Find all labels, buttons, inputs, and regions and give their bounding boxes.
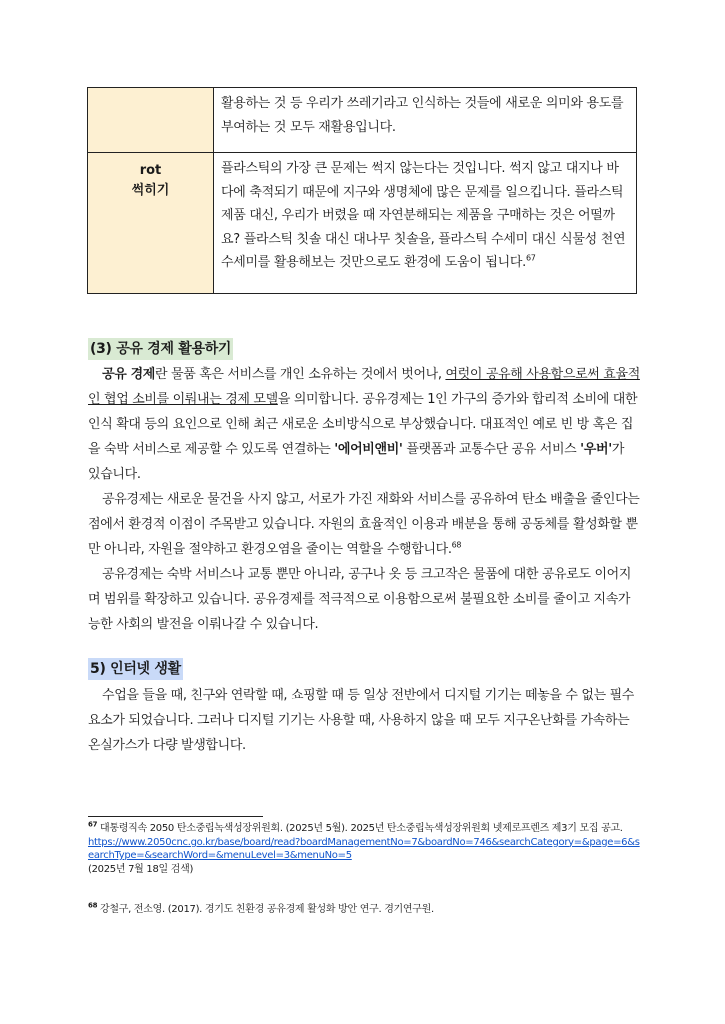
paragraph-text: 공유경제는 새로운 물건을 사지 않고, 서로가 가진 재화와 서비스를 공유하여 탄소 배출을 줄인다는 점에서 환경적 이점이 주목받고 있습니다. 자원의 효율적인 이용과 배분을 통해 공동체를 활성화할 뿐만 아니라, 자원을 절약하고 환경오염을 줄이는 역할을 수행합니다.: [88, 492, 640, 557]
paragraph-text: 을 의미합니다. 공유경제는 1인 가구의 증가와 합리적 소비에 대한 인식 확대 등의 요인으로 인해 최근 새로운 소비방식으로 부상했습니다. 대표적인 예로 빈 방 혹은 집을 숙박 서비스로 제공할 수 있도록 연결하는: [88, 392, 638, 457]
paragraph-sharing-benefits: [88, 487, 640, 562]
table-row: [88, 88, 637, 153]
footnote-text: 강철구, 전소영. (2017). 경기도 친환경 공유경제 활성화 방안 연구. 경기연구원.: [100, 904, 434, 915]
footnote-text: 대통령직속 2050 탄소중립녹색성장위원회. (2025년 5월). 2025년 탄소중립녹색성장위원회 넷제로프렌즈 제3기 모집 공고.: [100, 823, 623, 834]
paragraph-sharing-scope: [88, 562, 640, 637]
paragraph-text: 가 있습니다.: [88, 442, 625, 482]
description-text: 플라스틱의 가장 큰 문제는 썩지 않는다는 것입니다. 썩지 않고 대지나 바다에 축적되기 때문에 지구와 생명체에 많은 문제를 일으킵니다. 플라스틱 제품 대신, 우리가 버렸을 때 자연분해되는 제품을 구매하는 것은 어떨까요? 플라스틱 칫솔 대신 대나무 칫솔을, 플라스틱 수세미 대신 식물성 천연 수세미를 활용해보는 것만으로도 환경에 도움이 됩니다.: [221, 161, 626, 270]
description-text: 활용하는 것 등 우리가 쓰레기라고 인식하는 것들에 새로운 의미와 용도를 부여하는 것 모두 재활용입니다.: [221, 96, 624, 135]
paragraph-text: 공유경제는 숙박 서비스나 교통 뿐만 아니라, 공구나 옷 등 크고작은 물품에 대한 공유로도 이어지며 범위를 확장하고 있습니다. 공유경제를 적극적으로 이용함으로써 불필요한 소비를 줄이고 지속가능한 사회의 발전을 이뤄나갈 수 있습니다.: [88, 567, 632, 632]
bold-term-sharing-economy: 공유 경제: [102, 367, 156, 382]
term-english: rot: [139, 163, 162, 178]
paragraph-text: 란 물품 혹은 서비스를 개인 소유하는 것에서 벗어나,: [155, 367, 446, 382]
footnote-67: [88, 822, 644, 876]
footnote-68: [88, 903, 644, 917]
footnote-ref-68[interactable]: 68: [451, 540, 462, 550]
footnote-link[interactable]: https://www.2050cnc.go.kr/base/board/read?boardManagementNo=7&boardNo=746&searchCategory=&page=6&searchType=&searchWord=&menuLevel=3&menuNo=5: [88, 836, 640, 861]
definition-table: [87, 87, 637, 294]
description-cell: [214, 153, 637, 294]
underlined-definition: 여럿이 공유해 사용함으로써 효율적인 협업 소비를 이뤄내는 경제 모델: [88, 367, 640, 407]
term-cell: [88, 153, 214, 294]
footnote-ref-67[interactable]: 67: [525, 253, 536, 263]
footnote-number: 68: [88, 901, 98, 910]
footnote-divider: [88, 816, 263, 817]
table-row: [88, 153, 637, 294]
section-heading-internet-life: 5) 인터넷 생활: [88, 658, 183, 680]
term-cell: [88, 88, 214, 153]
paragraph-sharing-definition: [88, 362, 640, 487]
bold-airbnb: '에어비앤비': [334, 442, 403, 457]
footnote-retrieved-date: (2025년 7월 18일 검색): [88, 863, 194, 875]
paragraph-internet-life: [88, 683, 640, 758]
paragraph-text: 플랫폼과 교통수단 공유 서비스: [402, 442, 581, 457]
bold-uber: '우버': [580, 442, 612, 457]
footnote-number: 67: [88, 820, 98, 829]
description-cell: [214, 88, 637, 153]
paragraph-text: 수업을 들을 때, 친구와 연락할 때, 쇼핑할 때 등 일상 전반에서 디지털 기기는 떼놓을 수 없는 필수요소가 되었습니다. 그러나 디지털 기기는 사용할 때, 사용하지 않을 때 모두 지구온난화를 가속하는 온실가스가 다량 발생합니다.: [88, 688, 634, 753]
term-korean: 썩히기: [131, 183, 170, 198]
section-heading-sharing-economy: (3) 공유 경제 활용하기: [88, 338, 233, 360]
